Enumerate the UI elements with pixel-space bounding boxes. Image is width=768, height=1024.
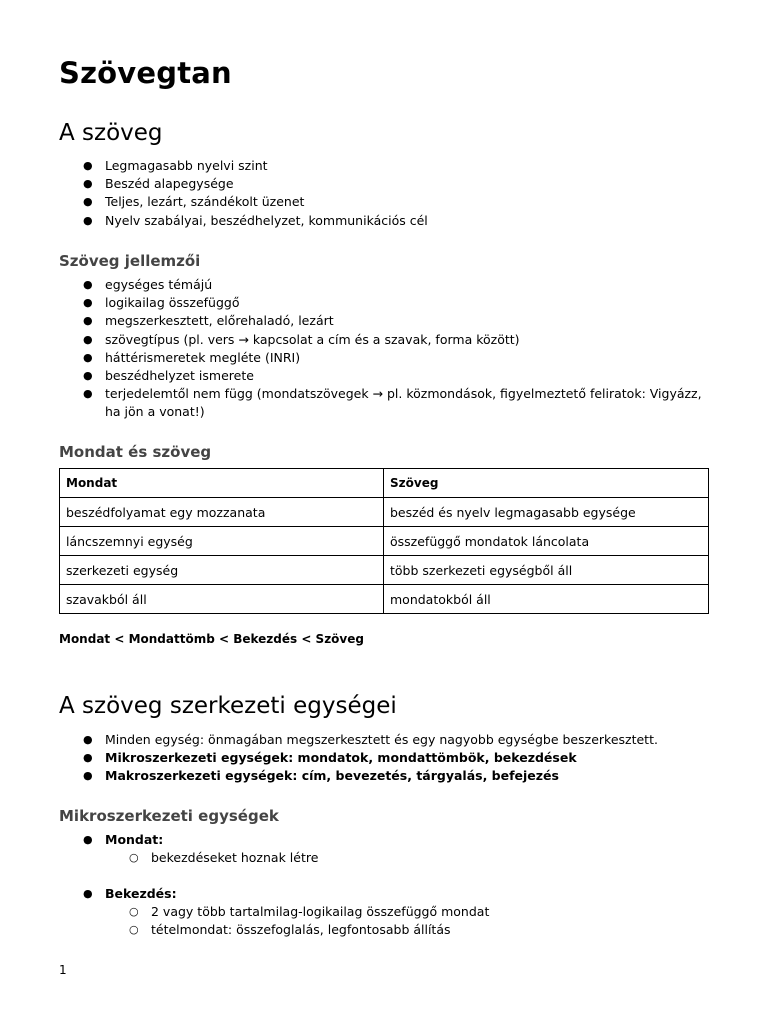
table-cell: láncszemnyi egység <box>60 527 384 556</box>
page-title: Szövegtan <box>59 56 232 90</box>
mikro-mondat-list <box>83 831 703 867</box>
mondat-sublist <box>129 849 703 867</box>
table-cell: beszéd és nyelv legmagasabb egysége <box>384 498 709 527</box>
list-item: ● egységes témájú <box>83 276 703 294</box>
list-item: ● Makroszerkezeti egységek: cím, bevezetés, tárgyalás, befejezés <box>83 767 703 785</box>
page-number: 1 <box>59 963 67 977</box>
list-item-bekezdes <box>83 885 703 940</box>
list-item: ● Beszéd alapegysége <box>83 175 703 193</box>
table-cell: szerkezeti egység <box>60 556 384 585</box>
mondat-szoveg-table <box>59 468 709 614</box>
list-item: ● szövegtípus (pl. vers → kapcsolat a cím és a szavak, forma között) <box>83 331 703 349</box>
subheading-mikroszerkezeti: Mikroszerkezeti egységek <box>59 807 279 825</box>
list-item: ● Teljes, lezárt, szándékolt üzenet <box>83 193 703 211</box>
list-item: ● Mikroszerkezeti egységek: mondatok, mondattömbök, bekezdések <box>83 749 703 767</box>
table-cell: összefüggő mondatok láncolata <box>384 527 709 556</box>
table-cell: beszédfolyamat egy mozzanata <box>60 498 384 527</box>
list-item: ● Minden egység: önmagában megszerkesztett és egy nagyobb egységbe beszerkesztett. <box>83 731 703 749</box>
list-item-mondat <box>83 831 703 867</box>
section-heading-szerkezeti-egysegei: A szöveg szerkezeti egységei <box>59 693 397 719</box>
jellemzoi-bullet-list <box>83 276 703 422</box>
list-item: ● terjedelemtől nem függ (mondatszövegek → pl. közmondások, figyelmeztető feliratok: Vigyázz, ha jön a vonat!) <box>83 385 703 421</box>
table-row <box>60 527 709 556</box>
szerkezeti-bullet-list <box>83 731 703 786</box>
table-row <box>60 498 709 527</box>
list-item: ● Nyelv szabályai, beszédhelyzet, kommunikációs cél <box>83 212 703 230</box>
table-header-cell: Mondat <box>60 469 384 498</box>
bekezdes-sublist <box>129 903 703 939</box>
unit-hierarchy-line: Mondat < Mondattömb < Bekezdés < Szöveg <box>59 632 364 646</box>
table-row <box>60 556 709 585</box>
szoveg-bullet-list <box>83 157 703 230</box>
list-item: ● beszédhelyzet ismerete <box>83 367 703 385</box>
table-header-row <box>60 469 709 498</box>
table-cell: szavakból áll <box>60 585 384 614</box>
list-item: ● megszerkesztett, előrehaladó, lezárt <box>83 312 703 330</box>
list-item: ● logikailag összefüggő <box>83 294 703 312</box>
subheading-mondat-es-szoveg: Mondat és szöveg <box>59 443 212 461</box>
section-heading-szoveg: A szöveg <box>59 120 163 146</box>
table-cell: mondatokból áll <box>384 585 709 614</box>
sublist-item: ○ 2 vagy több tartalmilag-logikailag összefüggő mondat <box>129 903 703 921</box>
list-item-label: Bekezdés: <box>105 886 177 901</box>
list-item: ● háttérismeretek megléte (INRI) <box>83 349 703 367</box>
table-header-cell: Szöveg <box>384 469 709 498</box>
sublist-item: ○ bekezdéseket hoznak létre <box>129 849 703 867</box>
sublist-item: ○ tételmondat: összefoglalás, legfontosabb állítás <box>129 921 703 939</box>
table-row <box>60 585 709 614</box>
subheading-jellemzoi: Szöveg jellemzői <box>59 252 201 270</box>
table-cell: több szerkezeti egységből áll <box>384 556 709 585</box>
mikro-bekezdes-list <box>83 885 703 940</box>
list-item-label: Mondat: <box>105 832 164 847</box>
list-item: ● Legmagasabb nyelvi szint <box>83 157 703 175</box>
